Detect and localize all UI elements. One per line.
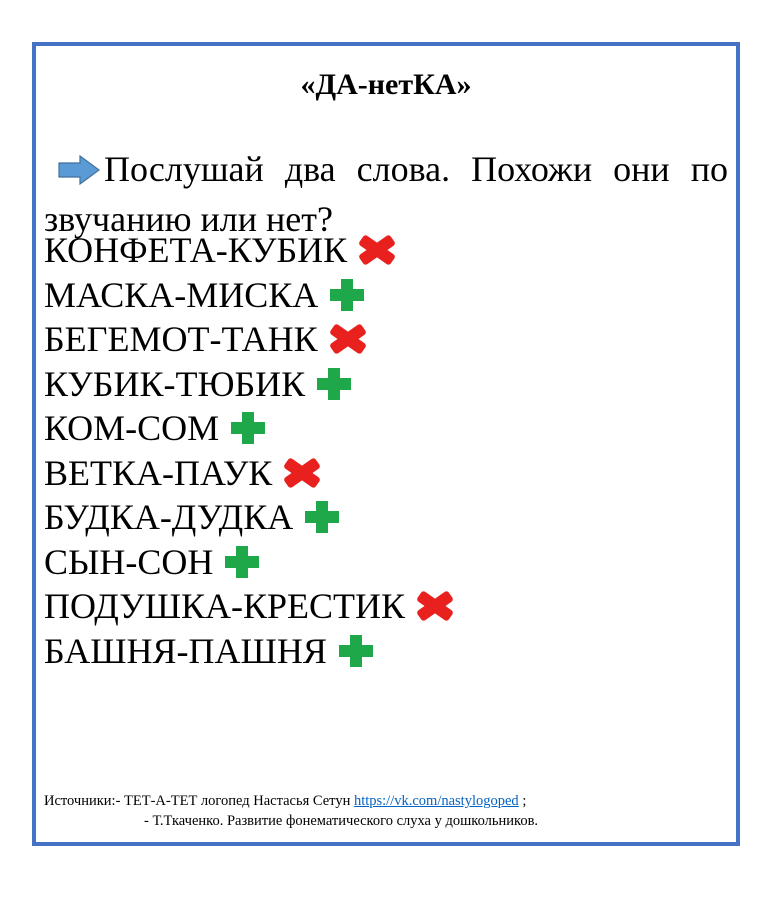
green-plus-icon <box>303 500 341 534</box>
green-plus-icon <box>315 367 353 401</box>
word-pair-item <box>44 228 455 273</box>
word-pair-text: КОНФЕТА-КУБИК <box>44 230 348 270</box>
word-pair-item <box>44 317 455 362</box>
green-plus-icon <box>229 411 267 445</box>
sources-line-1 <box>44 791 538 811</box>
right-arrow-icon <box>58 150 100 196</box>
word-pair-text: БЕГЕМОТ-ТАНК <box>44 319 318 359</box>
word-pair-text: КОМ-СОМ <box>44 408 220 448</box>
word-pair-item <box>44 362 455 407</box>
green-plus-icon <box>328 278 366 312</box>
sources-line-2: - Т.Ткаченко. Развитие фонематического слуха у дошкольников. <box>144 813 539 829</box>
word-pair-text: БАШНЯ-ПАШНЯ <box>44 630 327 671</box>
word-pair-item <box>44 273 455 318</box>
red-cross-icon <box>328 322 368 356</box>
instruction-text: Послушай два слова. Похожи они по звучанию или нет? <box>44 149 728 239</box>
word-pair-item <box>44 629 455 674</box>
sources <box>44 791 538 831</box>
word-pair-text: МАСКА-МИСКА <box>44 274 319 315</box>
word-pair-item <box>44 540 455 585</box>
word-pair-text: БУДКА-ДУДКА <box>44 497 294 537</box>
page-title: «ДА-нетКА» <box>300 68 472 101</box>
word-pairs-list <box>44 228 455 673</box>
worksheet-frame <box>32 42 740 846</box>
word-pair-text: СЫН-СОН <box>44 541 214 582</box>
red-cross-icon <box>282 456 322 490</box>
red-cross-icon <box>415 589 455 623</box>
sources-link-suffix: ; <box>522 793 527 809</box>
source-link[interactable]: https://vk.com/nastylogoped <box>353 793 519 809</box>
green-plus-icon <box>223 545 261 579</box>
word-pair-text: ПОДУШКА-КРЕСТИК <box>44 586 406 626</box>
word-pair-text: КУБИК-ТЮБИК <box>44 363 306 404</box>
red-cross-icon <box>357 233 397 267</box>
word-pair-item <box>44 584 455 629</box>
word-pair-item <box>44 495 455 540</box>
sources-prefix: Источники:- ТЕТ-А-ТЕТ логопед Настасья Сетун <box>44 793 351 809</box>
word-pair-item <box>44 406 455 451</box>
green-plus-icon <box>337 634 375 668</box>
word-pair-item <box>44 451 455 496</box>
word-pair-text: ВЕТКА-ПАУК <box>44 452 273 493</box>
